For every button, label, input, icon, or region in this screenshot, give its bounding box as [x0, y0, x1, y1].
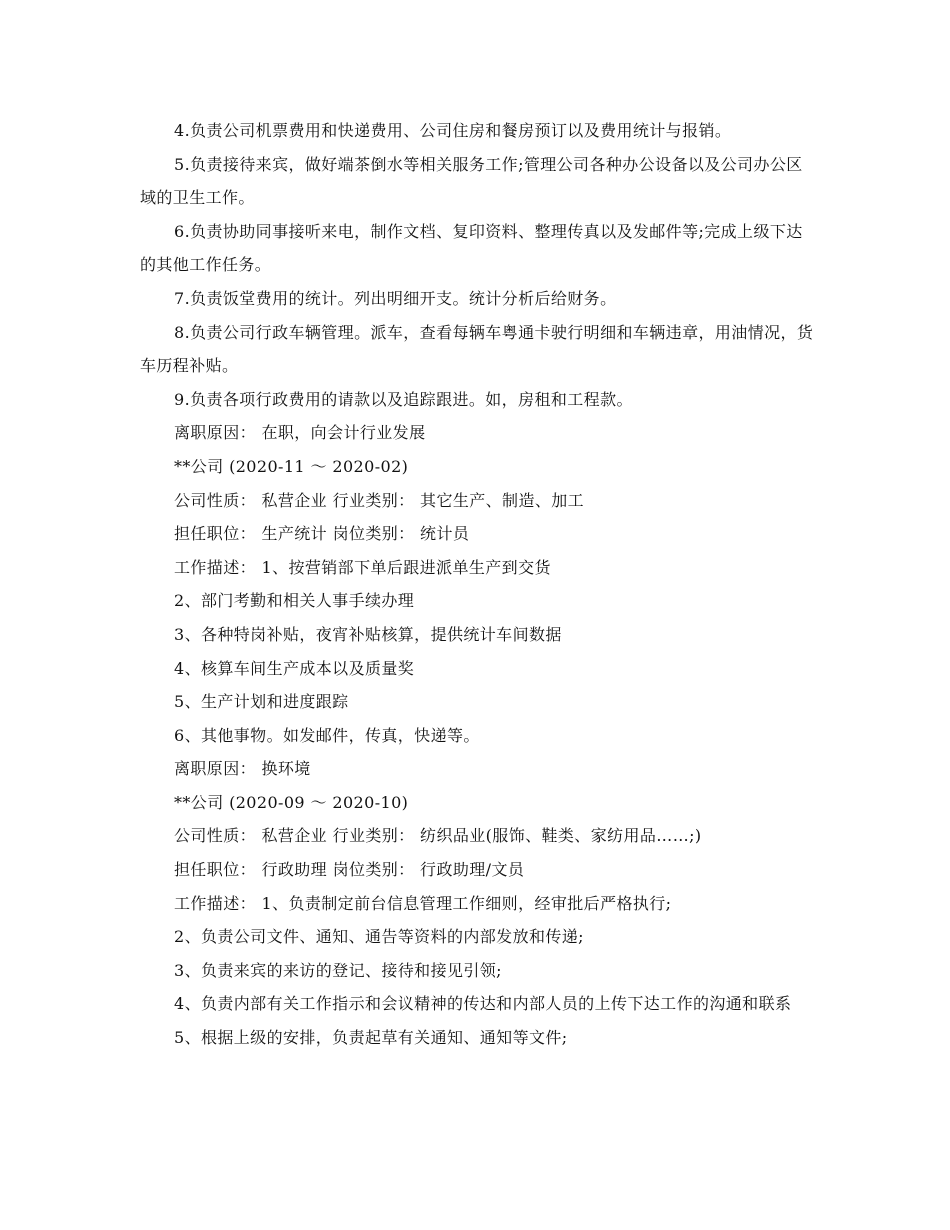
- leave-reason-1: 离职原因： 在职，向会计行业发展: [174, 423, 426, 443]
- list-item: 3、各种特岗补贴，夜宵补贴核算，提供统计车间数据: [174, 624, 562, 644]
- list-item: 5、根据上级的安排，负责起草有关通知、通知等文件;: [174, 1028, 568, 1048]
- company-header-3: **公司 (2020-09 ～ 2020-10): [174, 792, 409, 812]
- paragraph-duty-7: 7.负责饭堂费用的统计。列出明细开支。统计分析后给财务。: [174, 288, 617, 308]
- paragraph-duty-4: 4.负责公司机票费用和快递费用、公司住房和餐房预订以及费用统计与报销。: [174, 121, 732, 140]
- job-description-2: 工作描述： 1、按营销部下单后跟进派单生产到交货: [174, 557, 551, 577]
- paragraph-duty-6: 6.负责协助同事接听来电，制作文档、复印资料、整理传真以及发邮件等;完成上级下达的其他工作任务。: [140, 221, 803, 275]
- company-nature-3: 公司性质： 私营企业 行业类别： 纺织品业(服饰、鞋类、家纺用品……;): [174, 826, 702, 846]
- paragraph-duty-8: 8.负责公司行政车辆管理。派车，查看每辆车粤通卡驶行明细和车辆违章，用油情况，货车历程补贴。: [140, 322, 814, 376]
- list-item: 5、生产计划和进度跟踪: [174, 692, 349, 712]
- paragraph-duty-5: 5.负责接待来宾，做好端茶倒水等相关服务工作;管理公司各种办公设备以及公司办公区域的卫生工作。: [140, 154, 803, 208]
- paragraph-duty-9: 9.负责各项行政费用的请款以及追踪跟进。如，房租和工程款。: [174, 389, 633, 409]
- company-header-2: **公司 (2020-11 ～ 2020-02): [174, 456, 409, 476]
- list-item: 2、部门考勤和相关人事手续办理: [174, 591, 415, 611]
- list-item: 4、负责内部有关工作指示和会议精神的传达和内部人员的上传下达工作的沟通和联系: [174, 994, 792, 1014]
- list-item: 2、负责公司文件、通知、通告等资料的内部发放和传递;: [174, 927, 584, 947]
- leave-reason-2: 离职原因： 换环境: [174, 759, 311, 779]
- list-item: 3、负责来宾的来访的登记、接待和接见引领;: [174, 960, 502, 980]
- job-description-3: 工作描述： 1、负责制定前台信息管理工作细则，经审批后严格执行;: [174, 893, 672, 913]
- document-body: [140, 114, 815, 1055]
- list-item: 4、核算车间生产成本以及质量奖: [174, 658, 415, 678]
- position-info-2: 担任职位： 生产统计 岗位类别： 统计员: [174, 524, 470, 544]
- list-item: 6、其他事物。如发邮件，传真，快递等。: [174, 725, 480, 745]
- position-info-3: 担任职位： 行政助理 岗位类别： 行政助理/文员: [174, 860, 525, 880]
- company-nature-2: 公司性质： 私营企业 行业类别： 其它生产、制造、加工: [174, 490, 585, 510]
